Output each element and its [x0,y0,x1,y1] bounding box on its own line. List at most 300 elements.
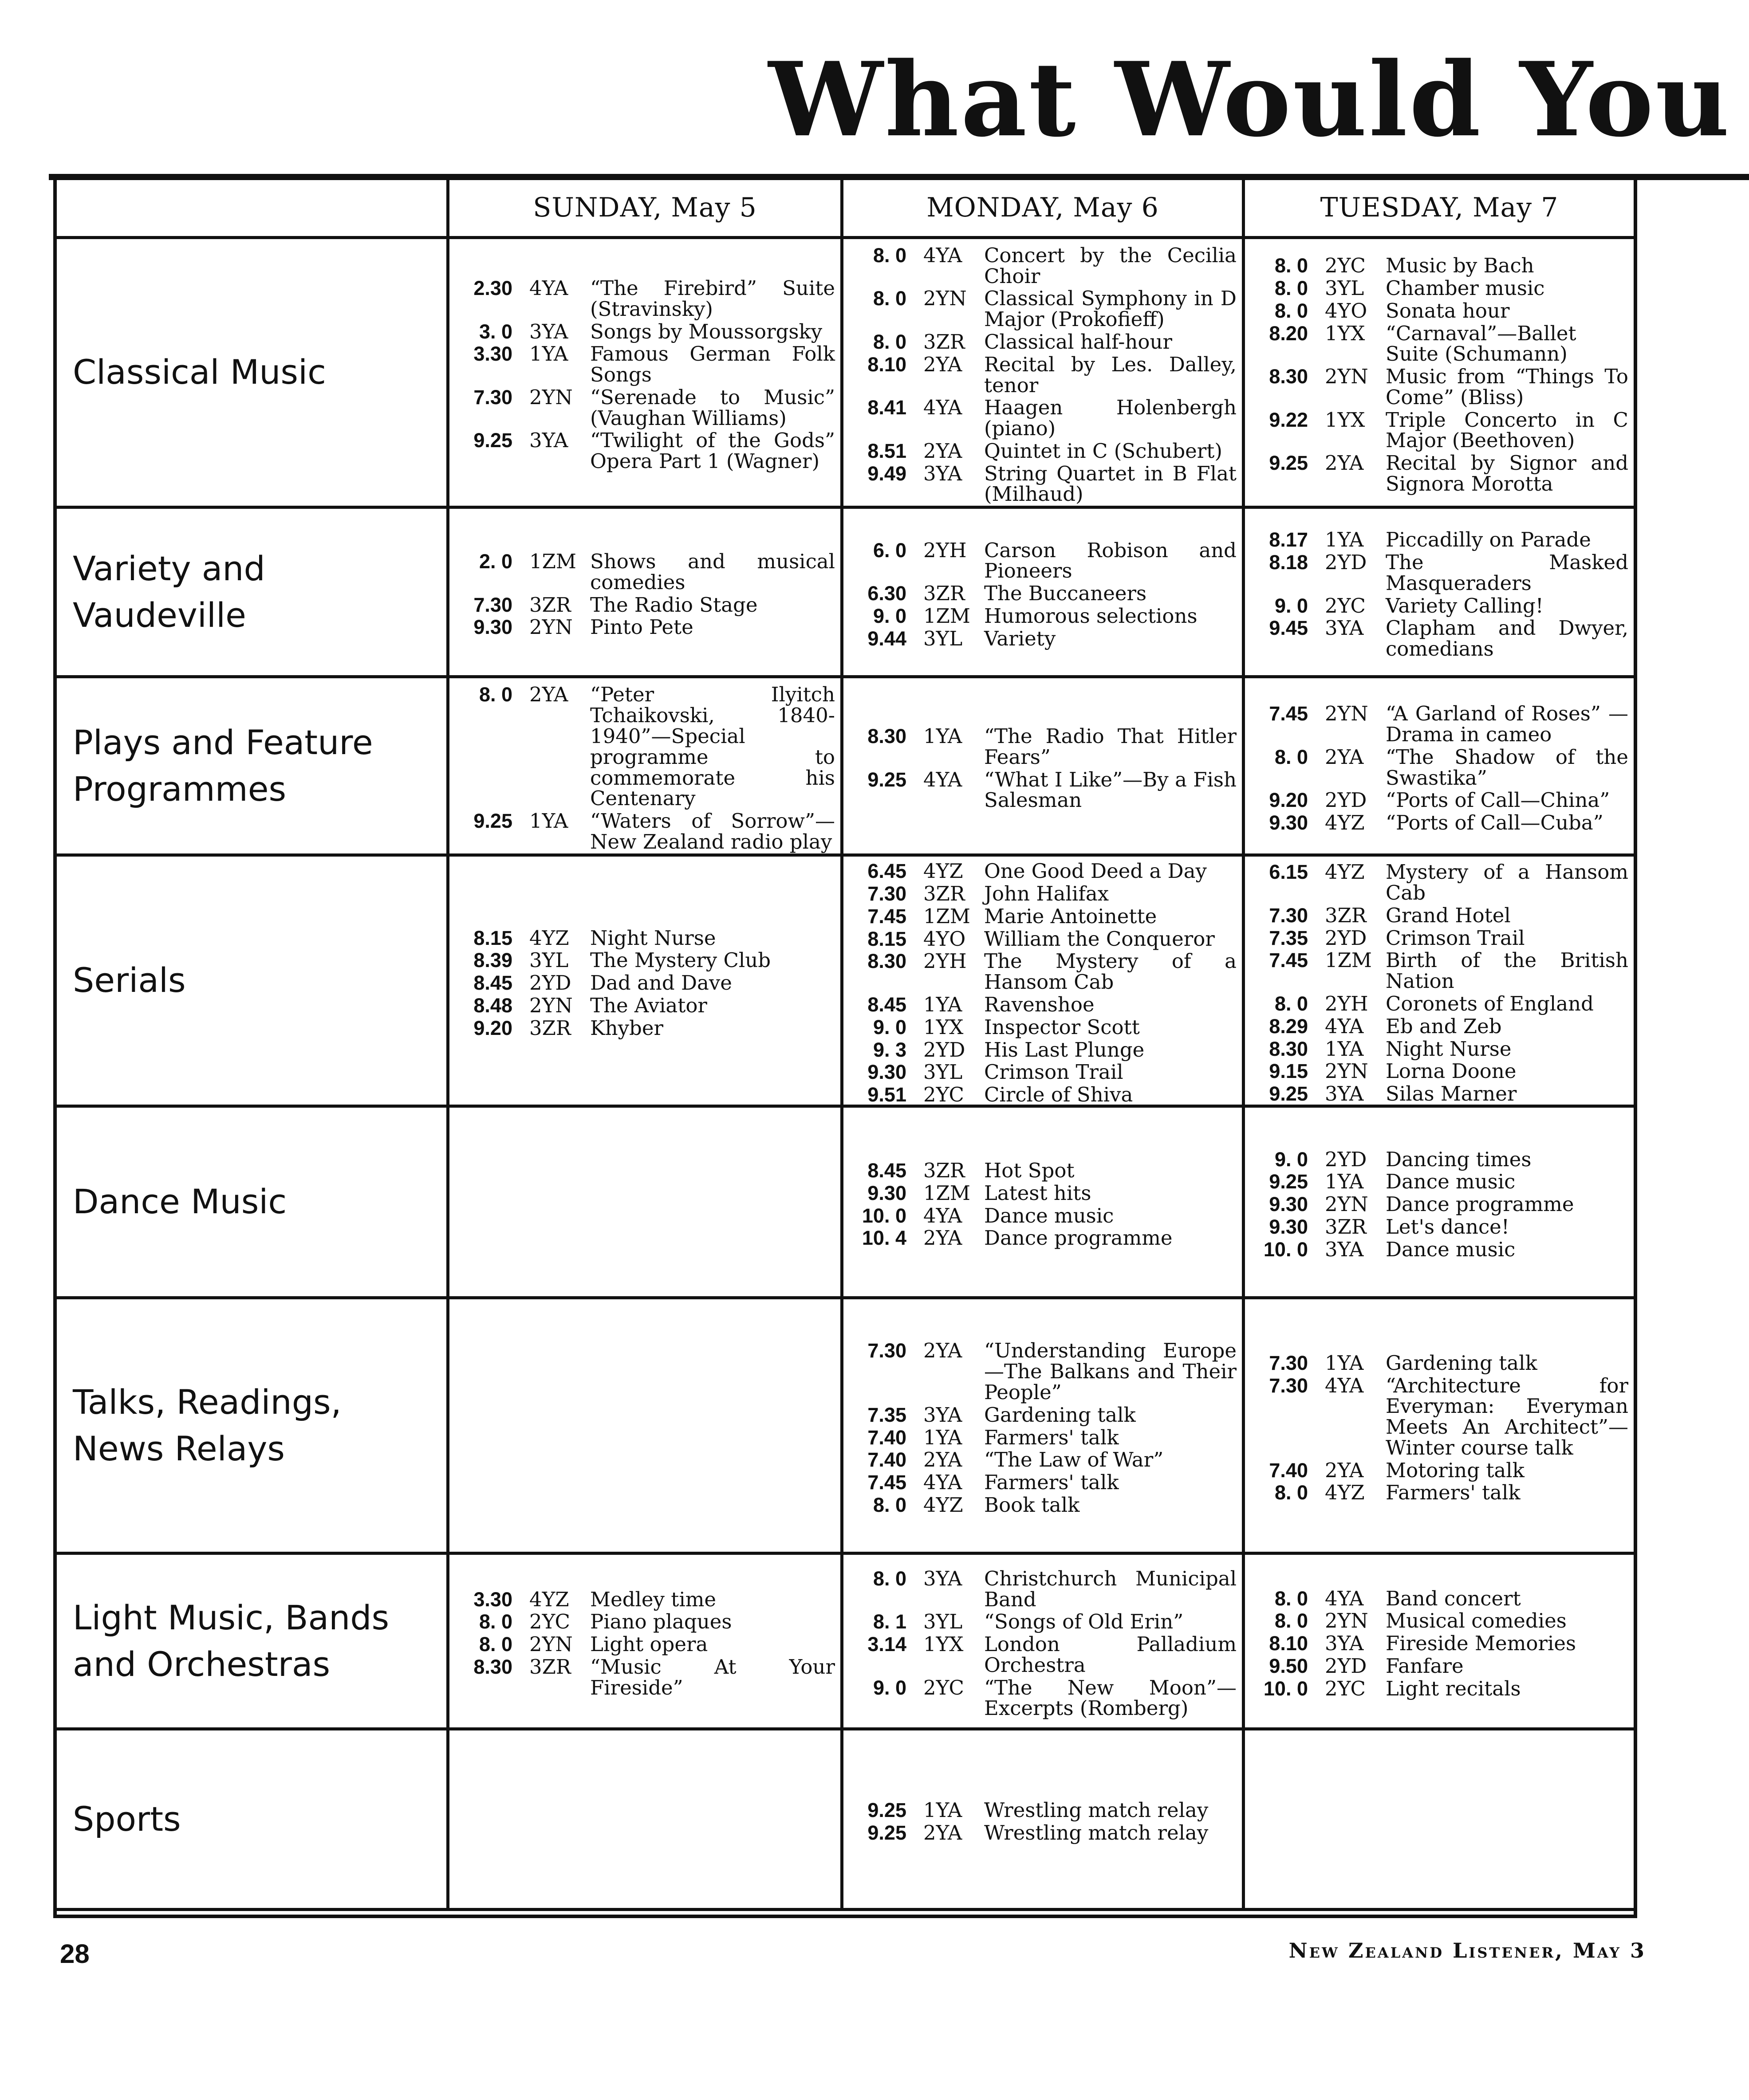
programme-time: 8.30 [867,724,906,747]
programme-time: 8.18 [1269,551,1308,574]
category-cell [57,678,449,857]
station-call-sign: 2YC [923,1083,964,1107]
programme-time: 9.25 [1269,1082,1308,1105]
programme-title: Eb and Zeb [1386,1014,1502,1038]
station-call-sign: 4YZ [1325,811,1365,835]
programme-cell [843,1299,1245,1555]
programme-entry [1255,950,1630,992]
programme-title: Dancing times [1386,1147,1532,1171]
programme-time: 8.41 [867,396,906,419]
programme-cell [1245,1299,1634,1555]
programme-cell [843,1108,1245,1299]
programme-title: Dance programme [984,1226,1173,1250]
programme-time: 7.35 [1269,926,1308,949]
programme-title: Music by Bach [1386,254,1534,278]
programme-entry [1255,256,1630,276]
programme-title: “The Firebird” Suite (Stravinsky) [590,276,835,321]
programme-title: Gardening talk [1386,1351,1537,1375]
programme-title: Concert by the Cecilia Choir [984,243,1237,288]
programme-title: “Serenade to Music” (Vaughan Williams) [590,385,835,430]
station-call-sign: 2YH [1325,991,1368,1015]
station-call-sign: 3YA [1325,1082,1364,1106]
station-call-sign: 2YC [923,1675,964,1699]
station-call-sign: 3YL [923,1060,963,1084]
station-call-sign: 3YA [1325,1237,1364,1261]
programme-cell [1245,1555,1634,1730]
programme-entry [853,1450,1238,1471]
category-label: Light Music, Bands and Orchestras [73,1597,390,1684]
station-call-sign: 2YA [923,439,962,463]
programme-entry [459,1018,837,1039]
category-label: Plays and Feature Programmes [73,722,373,809]
programme-entry [1255,1656,1630,1677]
programme-time: 7.30 [1269,1374,1308,1397]
station-call-sign: 2YN [1325,1059,1368,1083]
category-label: Talks, Readings, News Relays [73,1382,342,1468]
station-call-sign: 3ZR [1325,1215,1367,1239]
programme-entry [459,387,837,429]
programme-title: His Last Plunge [984,1038,1145,1062]
station-call-sign: 2YA [1325,1458,1364,1482]
station-call-sign: 1ZM [923,1181,970,1205]
programme-time: 8. 0 [1274,1587,1308,1610]
station-call-sign: 2YC [529,1610,570,1634]
programme-entry [459,278,837,320]
programme-time: 8. 0 [873,287,906,310]
programme-title: Motoring talk [1386,1458,1524,1482]
programme-time: 9.22 [1269,408,1308,431]
programme-time: 9.25 [473,429,512,452]
station-call-sign: 1YA [1325,1170,1364,1194]
programme-entry [1255,1460,1630,1481]
programme-entry [1255,747,1630,789]
programme-time: 8.39 [473,949,512,972]
programme-title: Wrestling match relay [984,1821,1209,1844]
station-call-sign: 2YN [923,287,967,311]
station-call-sign: 1ZM [923,904,970,928]
programme-entry [1255,1149,1630,1170]
station-call-sign: 2YN [1325,702,1368,726]
programme-entry [853,881,1238,905]
station-call-sign: 2YN [529,1632,573,1656]
programme-entry [1255,1194,1630,1215]
programme-title: Crimson Trail [984,1060,1123,1084]
station-call-sign: 1YX [923,1015,964,1039]
category-cell [57,509,449,678]
programme-title: “Understanding Europe —The Balkans and Their People” [984,1339,1237,1404]
programme-time: 8.45 [473,971,512,995]
category-cell [57,1108,449,1299]
programme-time: 3. 0 [479,320,512,343]
programme-title: The Mystery Club [590,948,771,972]
programme-time: 7.45 [1269,949,1308,972]
programme-time: 8. 0 [479,1633,512,1656]
programme-entry [853,929,1238,950]
programme-time: 3.30 [473,342,512,366]
programme-title: Latest hits [984,1181,1091,1205]
programme-title: Shows and musical comedies [590,549,835,594]
station-call-sign: 2YD [1325,1147,1367,1171]
programme-cell [449,1555,843,1730]
programme-entry [1255,1039,1630,1060]
programme-entry [459,928,837,949]
programme-cell [1245,857,1634,1108]
programme-entry [853,1612,1238,1632]
station-call-sign: 1YA [923,1798,962,1822]
programme-title: “Waters of Sorrow”—New Zealand radio play [590,809,835,853]
programme-entry [1255,618,1630,660]
station-call-sign: 2YA [1325,745,1364,769]
day-header-sunday: SUNDAY, May 5 [449,179,843,239]
programme-entry [853,1566,1238,1611]
programme-title: Gardening talk [984,1403,1136,1427]
programme-title: Piccadilly on Parade [1386,528,1591,552]
programme-entry [459,811,837,853]
programme-title: Let's dance! [1386,1215,1509,1239]
programme-entry [853,726,1238,768]
programme-title: Coronets of England [1386,991,1594,1015]
programme-title: Sonata hour [1386,299,1510,322]
programme-title: Ravenshoe [984,992,1095,1016]
programme-cell [843,1555,1245,1730]
programme-entry [1255,278,1630,299]
station-call-sign: 2YA [923,352,962,376]
station-call-sign: 1YA [923,1425,962,1449]
programme-entry [1255,813,1630,834]
station-call-sign: 1ZM [1325,948,1372,972]
programme-time: 8. 0 [873,330,906,353]
programme-time: 7.30 [867,882,906,905]
programme-title: Dance programme [1386,1192,1574,1216]
programme-title: Musical comedies [1386,1609,1567,1633]
station-call-sign: 1ZM [529,549,576,573]
programme-entry [1255,1239,1630,1260]
station-call-sign: 3YL [923,1610,963,1634]
station-call-sign: 2YD [1325,926,1367,950]
programme-title: Hot Spot [984,1158,1075,1182]
programme-time: 8. 0 [479,1610,512,1633]
programme-cell [1245,678,1634,857]
programme-time: 9.25 [1269,1170,1308,1193]
programme-cell [843,239,1245,509]
page-number: 28 [60,1939,90,1969]
programme-entry [853,1017,1238,1038]
programme-entry [853,1425,1238,1449]
category-cell [57,239,449,509]
programme-title: Famous German Folk Songs [590,342,835,387]
programme-entry [459,950,837,971]
programme-time: 9.15 [1269,1060,1308,1083]
programme-entry [1255,1373,1630,1459]
programme-entry [459,1634,837,1655]
programme-entry [853,626,1238,650]
programme-title: Farmers' talk [984,1471,1119,1494]
station-call-sign: 1ZM [923,604,970,628]
programme-time: 7.40 [867,1426,906,1449]
programme-entry [853,354,1238,396]
programme-time: 8.15 [867,927,906,950]
programme-entry [853,1160,1238,1181]
programme-entry [1255,790,1630,811]
programme-time: 8. 0 [479,683,512,706]
station-call-sign: 2YA [923,1821,962,1844]
programme-time: 8.30 [1269,1037,1308,1060]
station-call-sign: 3ZR [529,1655,571,1679]
programme-entry [459,1612,837,1632]
programme-time: 8.45 [867,993,906,1016]
programme-time: 9.30 [1269,811,1308,834]
programme-time: 9.30 [1269,1215,1308,1238]
station-call-sign: 4YA [923,767,962,791]
programme-title: Fireside Memories [1386,1632,1576,1656]
station-call-sign: 2YN [1325,365,1368,389]
programme-time: 9. 0 [1274,1148,1308,1171]
programme-title: Dance music [984,1203,1114,1227]
station-call-sign: 2YN [1325,1192,1368,1216]
station-call-sign: 4YA [1325,1014,1364,1038]
programme-title: Dance music [1386,1170,1516,1194]
station-call-sign: 4YZ [923,859,963,883]
programme-title: Piano plaques [590,1610,732,1634]
programme-title: “Ports of Call—Cuba” [1386,811,1603,835]
station-call-sign: 2YD [1325,1654,1367,1678]
programme-time: 9.49 [867,462,906,485]
programme-entry [1255,928,1630,949]
programme-title: “The Shadow of the Swastika” [1386,745,1628,790]
programme-entry [1255,991,1630,1015]
category-cell [57,1730,449,1911]
programme-time: 10. 0 [862,1204,906,1227]
programme-cell [449,1108,843,1299]
category-label: Serials [73,960,186,1000]
programme-time: 7.45 [1269,702,1308,725]
station-call-sign: 2YA [923,1226,962,1250]
programme-entry [1255,862,1630,904]
station-call-sign: 2YA [923,1448,962,1472]
programme-entry [1255,1016,1630,1037]
programme-time: 9.20 [473,1016,512,1039]
programme-title: “A Garland of Roses” —Drama in cameo [1386,702,1628,746]
programme-entry [853,1405,1238,1426]
programme-entry [1255,1061,1630,1082]
station-call-sign: 2YH [923,538,967,562]
station-call-sign: 2YC [1325,254,1366,278]
station-call-sign: 4YO [1325,299,1367,322]
programme-title: Crimson Trail [1386,926,1525,950]
station-call-sign: 4YZ [1325,860,1365,884]
programme-entry [459,995,837,1016]
station-call-sign: 1YA [923,724,962,748]
programme-title: Christchurch Municipal Band [984,1566,1237,1611]
programme-entry [853,461,1238,506]
programme-entry [853,1183,1238,1204]
programme-entry [459,344,837,385]
programme-time: 8. 0 [1274,992,1308,1015]
programme-entry [1255,1676,1630,1700]
programme-time: 9.50 [1269,1654,1308,1677]
programme-entry [459,319,837,343]
station-call-sign: 1YX [923,1632,964,1656]
programme-entry [853,441,1238,462]
programme-title: Dad and Dave [590,971,732,995]
programme-entry [459,430,837,472]
programme-cell [449,1730,843,1911]
station-call-sign: 3YA [923,1566,962,1590]
programme-title: John Halifax [984,881,1109,905]
programme-time: 9.51 [867,1083,906,1106]
station-call-sign: 3YA [1325,616,1364,640]
station-call-sign: 2YA [923,1339,962,1363]
station-call-sign: 3YL [529,948,569,972]
programme-entry [459,684,837,809]
programme-entry [1255,1633,1630,1654]
category-label: Classical Music [73,352,326,392]
programme-cell [449,239,843,509]
station-call-sign: 1YA [529,342,568,366]
programme-entry [853,1495,1238,1516]
programme-time: 8.45 [867,1159,906,1182]
programme-title: “Songs of Old Erin” [984,1610,1184,1634]
programme-entry [853,332,1238,353]
programme-cell [1245,1730,1634,1911]
station-call-sign: 2YN [529,615,573,639]
station-call-sign: 2YA [529,683,568,707]
programme-time: 9. 0 [873,1015,906,1038]
programme-time: 8. 1 [873,1610,906,1633]
station-call-sign: 4YA [923,1203,962,1227]
programme-entry [459,973,837,994]
station-call-sign: 1YX [1325,321,1365,345]
programme-entry [1255,1586,1630,1610]
programme-time: 9.30 [867,1181,906,1204]
programme-cell [843,1730,1245,1911]
station-call-sign: 2YD [529,971,571,995]
programme-entry [1255,410,1630,452]
programme-title: “Architecture for Everyman: Everyman Meets An Architect”—Winter course talk [1386,1373,1628,1459]
station-call-sign: 4YZ [529,926,569,950]
programme-title: Songs by Moussorgsky [590,319,823,343]
programme-title: London Palladium Orchestra [984,1632,1237,1677]
programme-title: “Twilight of the Gods” Opera Part 1 (Wagner) [590,429,835,473]
programme-title: Variety Calling! [1386,594,1544,617]
programme-time: 8. 0 [873,244,906,267]
programme-cell [843,678,1245,857]
station-call-sign: 2YD [923,1038,965,1062]
programme-cell [449,857,843,1108]
programme-time: 8. 0 [873,1567,906,1590]
programme-entry [853,540,1238,582]
station-call-sign: 3ZR [529,593,571,617]
day-header-monday: MONDAY, May 6 [843,179,1245,239]
programme-time: 8.29 [1269,1015,1308,1038]
programme-entry [853,1472,1238,1493]
station-call-sign: 3ZR [923,881,965,905]
programme-time: 9.45 [1269,617,1308,640]
programme-time: 8. 0 [1274,1481,1308,1504]
programme-cell [843,509,1245,678]
programme-entry [1255,704,1630,745]
programme-title: “Peter Ilyitch Tchaikovski, 1840-1940”—Special programme to commemorate his Centenary [590,683,835,810]
programme-cell [1245,1108,1634,1299]
programme-entry [853,861,1238,882]
programme-entry [853,583,1238,604]
programme-title: Wrestling match relay [984,1798,1209,1822]
programme-cell [449,1299,843,1555]
station-call-sign: 3YA [923,461,962,485]
programme-time: 8.30 [473,1655,512,1678]
programme-title: Circle of Shiva [984,1083,1133,1107]
programme-title: Mystery of a Hansom Cab [1386,860,1628,904]
programme-time: 8. 0 [1274,299,1308,322]
station-call-sign: 2YC [1325,594,1366,617]
programme-title: Recital by Signor and Signora Morotta [1386,451,1628,496]
station-call-sign: 4YZ [1325,1481,1365,1505]
station-call-sign: 3YA [529,319,568,343]
programme-entry [1255,1353,1630,1374]
programme-entry [853,1800,1238,1821]
programme-time: 10. 0 [1263,1677,1308,1700]
programme-title: Marie Antoinette [984,904,1157,928]
programme-time: 9. 0 [873,604,906,627]
programme-title: Music from “Things To Come” (Bliss) [1386,365,1628,409]
station-call-sign: 2YN [529,385,573,409]
programme-time: 6.30 [867,582,906,605]
programme-time: 2.30 [473,276,512,299]
programme-entry [853,397,1238,439]
programme-time: 7.45 [867,1471,906,1494]
station-call-sign: 1YA [1325,1037,1364,1061]
programme-title: Inspector Scott [984,1015,1140,1039]
programme-cell [449,678,843,857]
programme-entry [1255,1217,1630,1238]
programme-title: Night Nurse [590,926,716,950]
station-call-sign: 4YZ [529,1587,569,1611]
programme-title: “Carnaval”—Ballet Suite (Schumann) [1386,321,1576,366]
programme-title: Clapham and Dwyer, comedians [1386,616,1628,661]
programme-title: Night Nurse [1386,1037,1512,1061]
programme-title: Light recitals [1386,1676,1521,1700]
programme-time: 8.20 [1269,322,1308,345]
category-label: Sports [73,1799,181,1839]
programme-title: Carson Robison and Pioneers [984,538,1237,583]
programme-time: 6.15 [1269,861,1308,884]
station-call-sign: 3ZR [1325,903,1367,927]
programme-title: Recital by Les. Dalley, tenor [984,352,1237,397]
programme-title: Classical Symphony in D Major (Prokofieff) [984,287,1237,331]
station-call-sign: 2YA [1325,451,1364,475]
programme-time: 9.25 [473,810,512,833]
programme-time: 6.45 [867,860,906,883]
programme-time: 8.30 [1269,365,1308,388]
programme-title: Book talk [984,1493,1080,1517]
programme-time: 2. 0 [479,550,512,573]
station-call-sign: 3YA [923,1403,962,1427]
programme-entry [853,1040,1238,1061]
programme-entry [853,1062,1238,1083]
programme-title: Silas Marner [1386,1082,1517,1106]
station-call-sign: 1YX [1325,408,1365,432]
programme-title: Haagen Holenbergh (piano) [984,396,1237,440]
programme-time: 8.15 [473,926,512,949]
programme-time: 7.35 [867,1403,906,1426]
category-cell [57,857,449,1108]
programme-time: 9.25 [867,1799,906,1822]
station-call-sign: 2YD [1325,550,1367,574]
programme-time: 9.30 [1269,1193,1308,1216]
station-call-sign: 3ZR [923,1158,965,1182]
programme-title: Khyber [590,1016,663,1040]
programme-title: “The Radio That Hitler Fears” [984,724,1237,769]
